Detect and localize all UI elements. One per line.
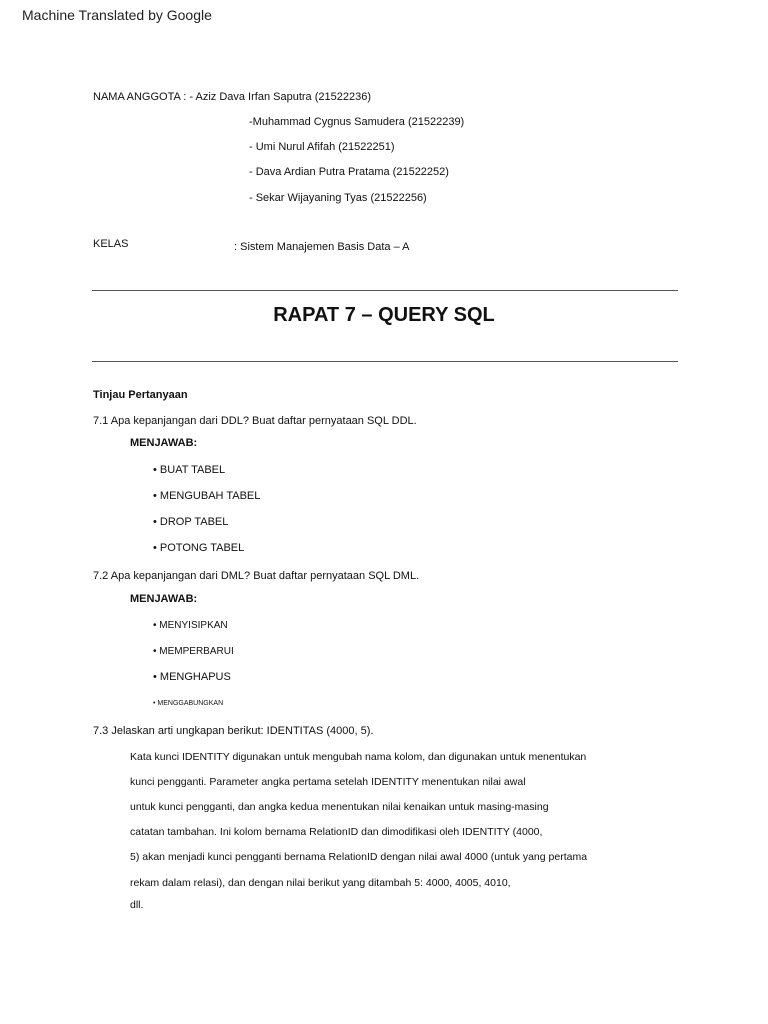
member-item: - Sekar Wijayaning Tyas (21522256) [249, 192, 427, 204]
list-item: • POTONG TABEL [153, 542, 245, 554]
list-item: • BUAT TABEL [153, 464, 226, 476]
list-item: • MENGHAPUS [153, 671, 231, 683]
member-item: - Umi Nurul Afifah (21522251) [249, 141, 395, 153]
answer-line: Kata kunci IDENTITY digunakan untuk mengubah nama kolom, dan digunakan untuk menentukan [130, 751, 587, 763]
bottom-divider [92, 361, 678, 362]
list-item: • MENGGABUNGKAN [153, 700, 224, 707]
top-divider [92, 290, 678, 291]
answer-line: rekam dalam relasi), dan dengan nilai berikut yang ditambah 5: 4000, 4005, 4010, [130, 877, 511, 889]
member-item: -Muhammad Cygnus Samudera (21522239) [249, 116, 465, 128]
answer-line: kunci pengganti. Parameter angka pertama setelah IDENTITY menentukan nilai awal [130, 776, 526, 788]
question-7-3: 7.3 Jelaskan arti ungkapan berikut: IDENTITAS (4000, 5). [93, 725, 374, 737]
list-item: • DROP TABEL [153, 516, 229, 528]
page-title: RAPAT 7 – QUERY SQL [273, 304, 495, 326]
kelas-value: : Sistem Manajemen Basis Data – A [234, 241, 410, 253]
list-item: • MENGUBAH TABEL [153, 490, 261, 502]
answer-label: MENJAWAB: [130, 593, 198, 605]
answer-line: catatan tambahan. Ini kolom bernama RelationID dan dimodifikasi oleh IDENTITY (4000, [130, 826, 543, 838]
member-item: - Dava Ardian Putra Pratama (21522252) [249, 166, 449, 178]
answer-label: MENJAWAB: [130, 437, 198, 449]
answer-line: 5) akan menjadi kunci pengganti bernama RelationID dengan nilai awal 4000 (untuk yang pertama [130, 851, 588, 863]
list-item: • MEMPERBARUI [153, 646, 234, 657]
answer-line: untuk kunci pengganti, dan angka kedua menentukan nilai kenaikan untuk masing-masing [130, 801, 549, 813]
list-item: • MENYISIPKAN [153, 620, 228, 631]
section-heading: Tinjau Pertanyaan [93, 389, 188, 401]
question-7-2: 7.2 Apa kepanjangan dari DML? Buat daftar pernyataan SQL DML. [93, 570, 420, 582]
member-label: NAMA ANGGOTA : - Aziz Dava Irfan Saputra (21522236) [93, 91, 371, 103]
kelas-label: KELAS [93, 238, 129, 250]
answer-line: dll. [130, 899, 144, 911]
question-7-1: 7.1 Apa kepanjangan dari DDL? Buat daftar pernyataan SQL DDL. [93, 415, 417, 427]
translation-banner: Machine Translated by Google [22, 7, 212, 23]
